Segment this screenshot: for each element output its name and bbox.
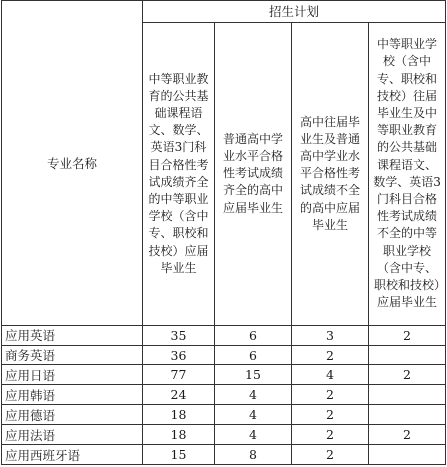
value-cell: 77: [143, 365, 215, 385]
value-cell: 2: [369, 365, 446, 385]
major-name-cell: 应用法语: [2, 425, 143, 445]
value-cell: 2: [292, 405, 369, 425]
value-cell: 6: [215, 325, 292, 345]
major-name-cell: 应用英语: [2, 325, 143, 345]
value-cell: 18: [143, 405, 215, 425]
value-cell: 15: [215, 365, 292, 385]
value-cell: 4: [215, 385, 292, 405]
value-cell: 18: [143, 425, 215, 445]
major-name-cell: 应用西班牙语: [2, 445, 143, 465]
value-cell: [369, 385, 446, 405]
value-cell: 8: [215, 445, 292, 465]
value-cell: [369, 345, 446, 365]
value-cell: 2: [369, 425, 446, 445]
table-row: [2, 425, 446, 445]
value-cell: 3: [292, 325, 369, 345]
value-cell: 2: [292, 425, 369, 445]
table-header-row-group: [2, 1, 446, 23]
enrollment-plan-header: 招生计划: [143, 1, 446, 23]
value-cell: [369, 405, 446, 425]
column-header-3: 高中往届毕业生及普通高中学业水平合格性考试成绩不全的高中应届毕业生: [292, 22, 369, 325]
value-cell: 2: [292, 345, 369, 365]
table-row: [2, 365, 446, 385]
major-name-cell: 商务英语: [2, 345, 143, 365]
value-cell: 2: [292, 385, 369, 405]
column-header-4: 中等职业学校（含中专、职校和技校）往届毕业生及中等职业教育的公共基础课程语文、数学、英语3门科目合格性考试成绩不全的中等职业学校（含中专、职校和技校）应届毕业生: [369, 22, 446, 325]
column-header-1: 中等职业教育的公共基础课程语文、数学、英语3门科目合格性考试成绩齐全的中等职业学校（含中专、职校和技校）应届毕业生: [143, 22, 215, 325]
value-cell: 4: [215, 405, 292, 425]
value-cell: 6: [215, 345, 292, 365]
column-header-2: 普通高中学业水平合格性考试成绩齐全的高中应届毕业生: [215, 22, 292, 325]
value-cell: 2: [369, 325, 446, 345]
value-cell: 4: [215, 425, 292, 445]
value-cell: 15: [143, 445, 215, 465]
major-name-header: 专业名称: [2, 1, 143, 326]
table-row: [2, 325, 446, 345]
value-cell: 24: [143, 385, 215, 405]
value-cell: 2: [292, 445, 369, 465]
table-row: [2, 445, 446, 465]
major-name-cell: 应用韩语: [2, 385, 143, 405]
enrollment-plan-table: [1, 0, 446, 465]
table-row: [2, 405, 446, 425]
value-cell: 4: [292, 365, 369, 385]
major-name-cell: 应用日语: [2, 365, 143, 385]
major-name-cell: 应用德语: [2, 405, 143, 425]
value-cell: 35: [143, 325, 215, 345]
value-cell: 36: [143, 345, 215, 365]
value-cell: [369, 445, 446, 465]
table-row: [2, 345, 446, 365]
table-row: [2, 385, 446, 405]
